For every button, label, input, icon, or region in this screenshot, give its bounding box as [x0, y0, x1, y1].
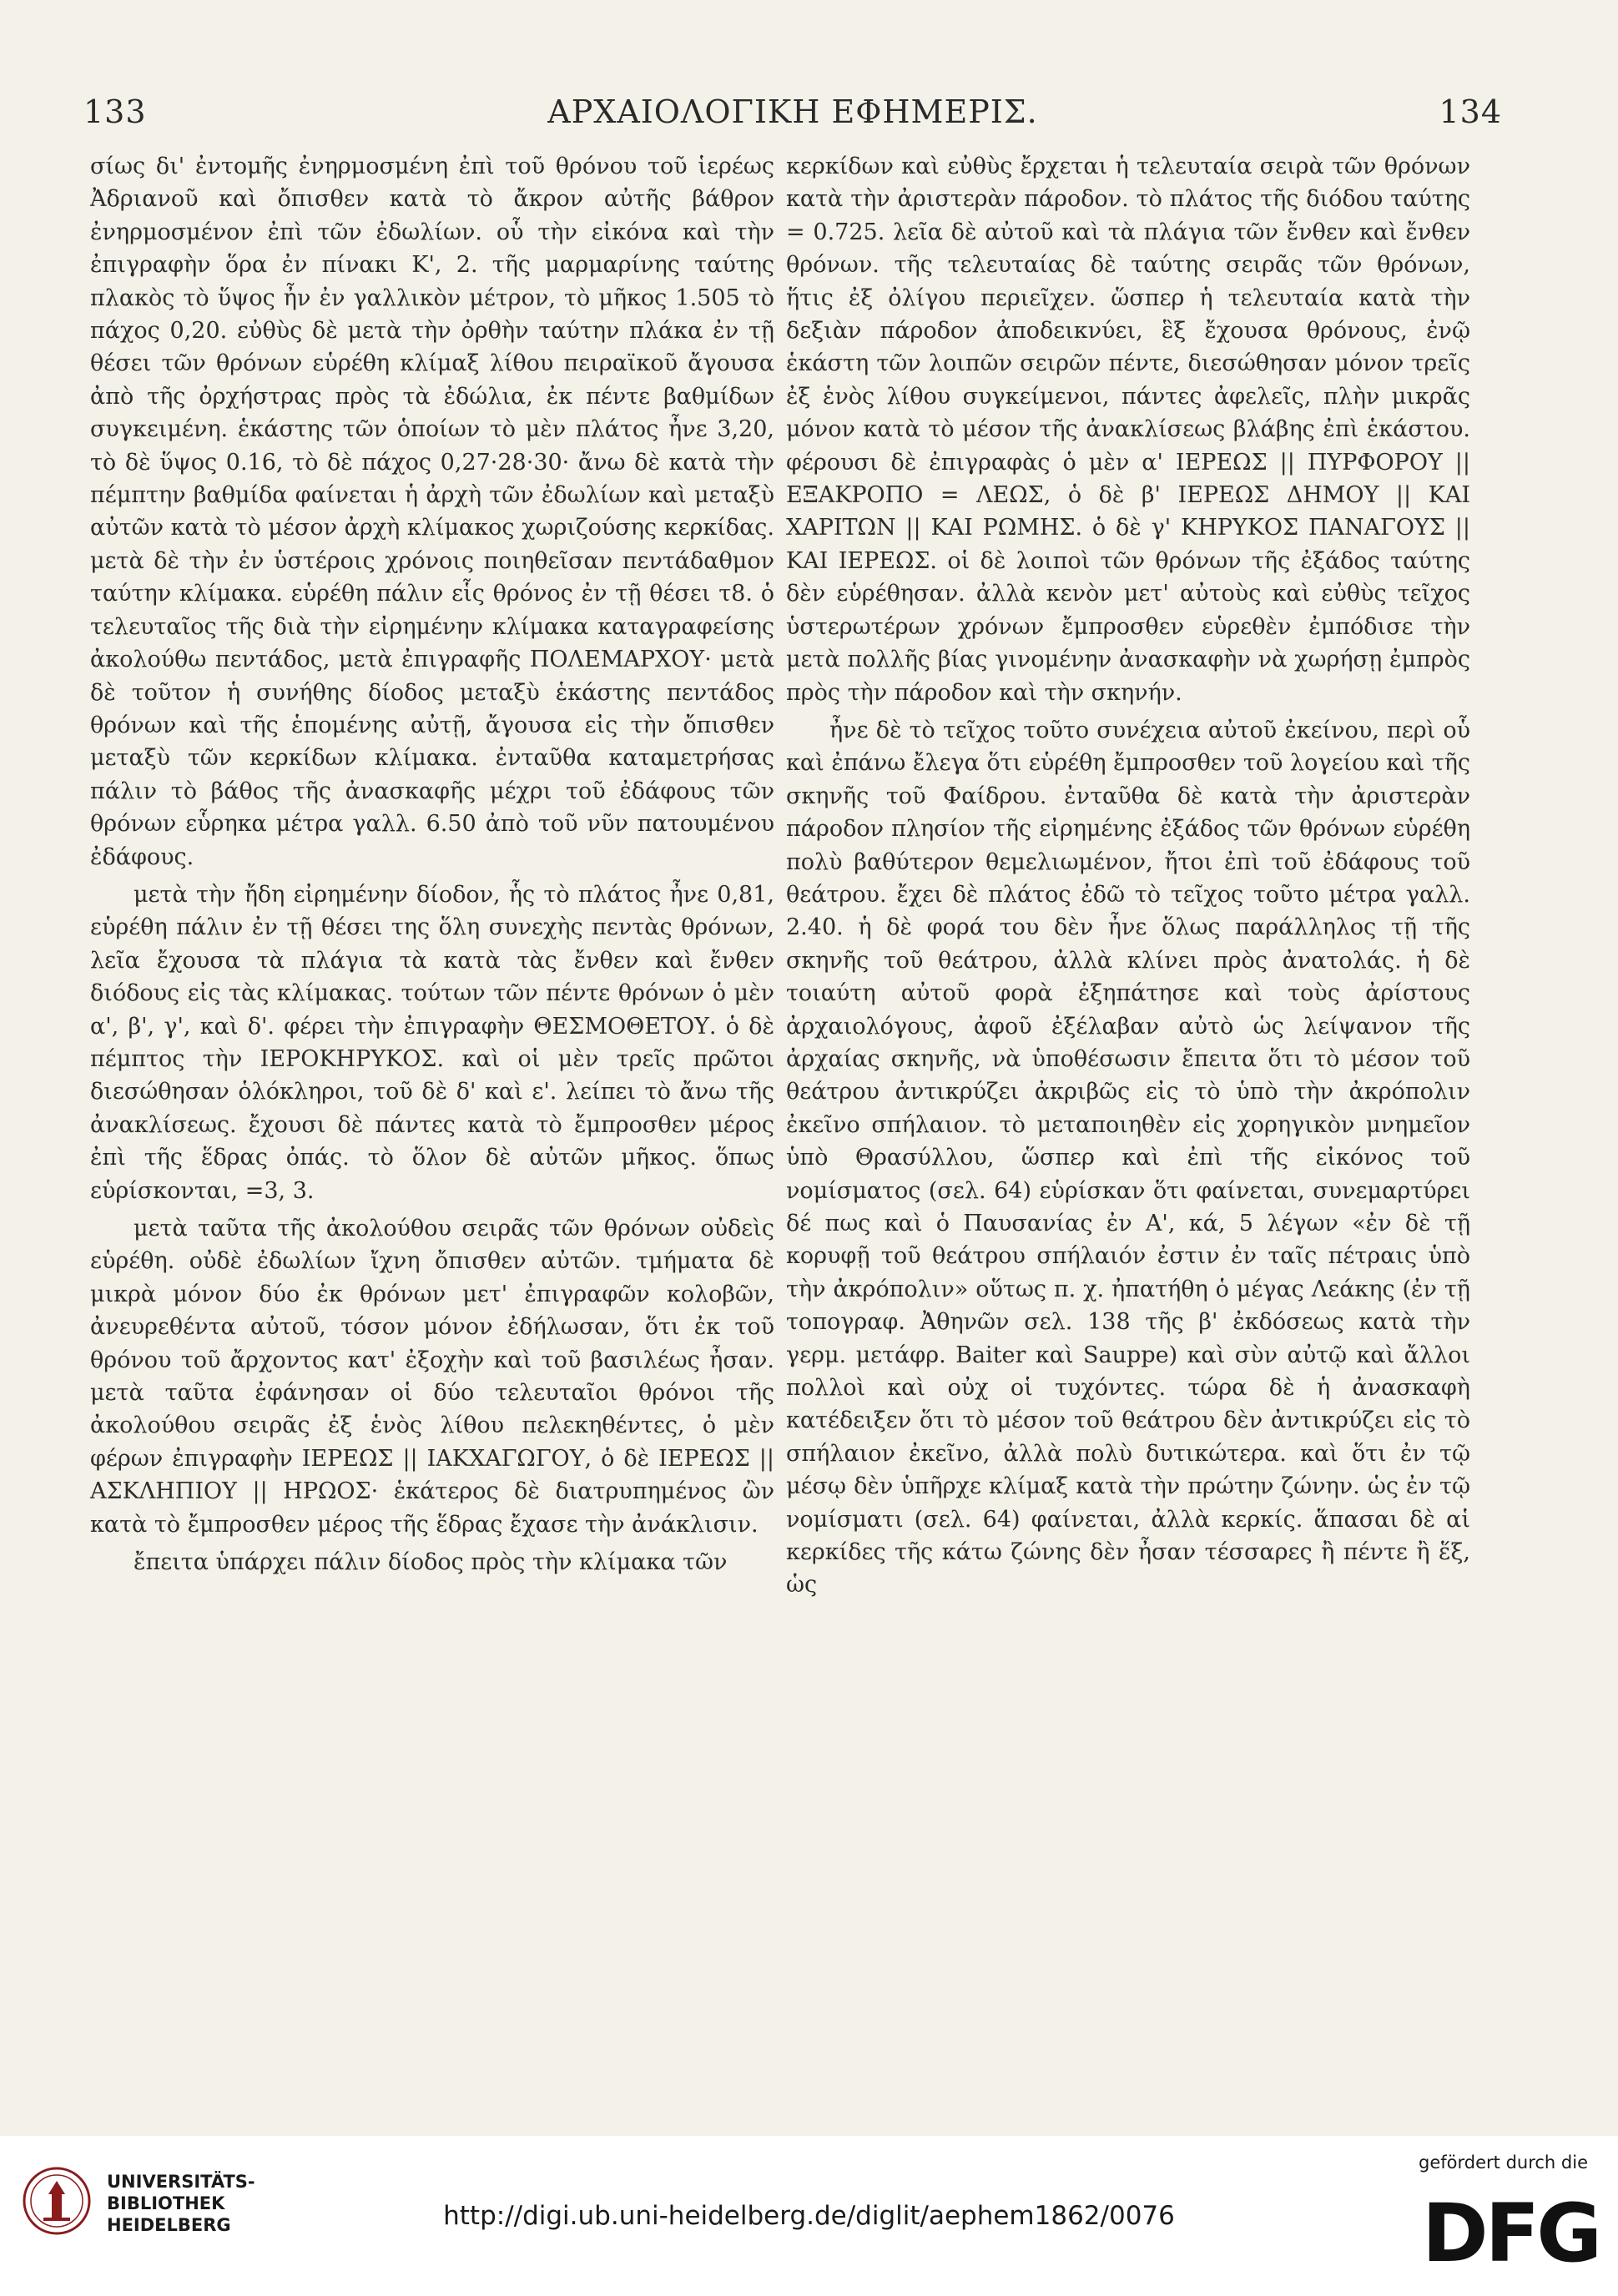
institution-line-2: BIBLIOTHEK: [107, 2193, 225, 2213]
dfg-logo-icon: [1421, 2184, 1600, 2280]
left-paragraph-3: μετὰ ταῦτα τῆς ἀκολούθου σειρᾶς τῶν θρόνων οὐδεὶς εὑρέθη. οὐδὲ ἐδωλίων ἴχνη ὄπισθεν αὐτῶν. τμήματα δὲ μικρὰ μόνον δύο ἐκ θρόνων μετ' ἐπιγραφῶν κολοβῶν, ἀνευρεθέντα αὐτοῦ, τόσον μόνον ἐδήλωσαν, ὅτι ἐκ τοῦ θρόνου τοῦ ἄρχοντος κατ' ἐξοχὴν καὶ τοῦ βασιλέως ἦσαν. μετὰ ταῦτα ἐφάνησαν οἱ δύο τελευταῖοι θρόνοι τῆς ἀκολούθου σειρᾶς ἐξ ἑνὸς λίθου πελεκηθέντες, ὁ μὲν φέρων ἐπιγραφὴν ΙΕΡΕΩΣ || ΙΑΚΧΑΓΩΓΟΥ, ὁ δὲ ΙΕΡΕΩΣ || ΑΣΚΛΗΠΙΟΥ || ΗΡΩΟΣ· ἑκάτερος δὲ διατρυπημένος ὢν κατὰ τὸ ἔμπροσθεν μέρος τῆς ἕδρας ἔχασε τὴν ἀνάκλισιν.: [90, 1216, 774, 1538]
journal-title: ΑΡΧΑΙΟΛΟΓΙΚΗ ΕΦΗΜΕΡΙΣ.: [547, 93, 1038, 130]
page-number-right: 134: [1439, 93, 1502, 130]
left-paragraph-4: ἔπειτα ὑπάρχει πάλιν δίοδος πρὸς τὴν κλίμακα τῶν: [134, 1549, 728, 1576]
left-paragraph-1: σίως δι' ἐντομῆς ἐνηρμοσμένη ἐπὶ τοῦ θρόνου τοῦ ἱερέως Ἀδριανοῦ καὶ ὄπισθεν κατὰ τὸ ἄκρον αὐτῆς βάθρον ἐνηρμοσμένον ἐπὶ τῶν ἐδωλίων. οὗ τὴν εἰκόνα καὶ τὴν ἐπιγραφὴν ὅρα ἐν πίνακι Κ', 2. τῆς μαρμαρίνης ταύτης πλακὸς τὸ ὕψος ἦν ἐν γαλλικὸν μέτρον, τὸ μῆκος 1.505 τὸ πάχος 0,20. εὐθὺς δὲ μετὰ τὴν ὀρθὴν ταύτην πλάκα ἐν τῇ θέσει τῶν θρόνων εὑρέθη κλίμαξ λίθου πειραϊκοῦ ἄγουσα ἀπὸ τῆς ὀρχήστρας πρὸς τὰ ἐδώλια, ἐκ πέντε βαθμίδων συγκειμένη. ἑκάστης τῶν ὁποίων τὸ μὲν πλάτος ἦνε 3,20, τὸ δὲ ὕψος 0.16, τὸ δὲ πάχος 0,27·28·30· ἄνω δὲ κατὰ τὴν πέμπτην βαθμίδα φαίνεται ἡ ἀρχὴ τῶν ἐδωλίων καὶ μεταξὺ αὐτῶν κατὰ τὸ μέσον ἀρχὴ κλίμακος χωριζούσης κερκίδας. μετὰ δὲ τὴν ἐν ὑστέροις χρόνοις ποιηθεῖσαν πεντάδαθμον ταύτην κλίμακα. εὑρέθη πάλιν εἷς θρόνος ἐν τῇ θέσει τ8. ὁ τελευταῖος τῆς διὰ τὴν εἰρημένην κλίμακα καταγραφείσης ἀκολούθω πεντάδος, μετὰ ἐπιγραφῆς ΠΟΛΕΜΑΡΧΟΥ· μετὰ δὲ τοῦτον ἡ συνήθης δίοδος μεταξὺ ἑκάστης πεντάδος θρόνων καὶ τῆς ἑπομένης αὐτῇ, ἄγουσα εἰς τὴν ὄπισθεν μεταξὺ τῶν κερκίδων κλίμακα. ἐνταῦθα καταμετρήσας πάλιν τὸ βάθος τῆς ἀνασκαφῆς μέχρι τοῦ ἐδάφους τῶν θρόνων εὗρηκα μέτρα γαλλ. 6.50 ἀπὸ τοῦ νῦν πατουμένου ἐδάφους.: [90, 154, 774, 870]
institution-line-3: HEIDELBERG: [107, 2215, 231, 2235]
left-column: [90, 150, 774, 1578]
page-number-left: 133: [83, 93, 147, 130]
right-column: [786, 150, 1470, 1602]
viewer-footer: [0, 2136, 1618, 2296]
right-paragraph-2: ἦνε δὲ τὸ τεῖχος τοῦτο συνέχεια αὐτοῦ ἐκείνου, περὶ οὗ καὶ ἐπάνω ἔλεγα ὅτι εὑρέθη ἔμπροσθεν τοῦ λογείου καὶ τῆς σκηνῆς τοῦ Φαίδρου. ἐνταῦθα δὲ κατὰ τὴν ἀριστερὰν πάροδον πλησίον τῆς εἰρημένης ἐξάδος τῶν θρόνων εὑρέθη πολὺ βαθύτερον θεμελιωμένον, ἤτοι ἐπὶ τοῦ ἐδάφους τοῦ θεάτρου. ἔχει δὲ πλάτος ἐδῶ τὸ τεῖχος τοῦτο μέτρα γαλλ. 2.40. ἡ δὲ φορά του δὲν ἦνε ὅλως παράλληλος τῇ τῆς σκηνῆς τοῦ θεάτρου, ἀλλὰ κλίνει πρὸς ἀνατολάς. ἡ δὲ τοιαύτη αὐτοῦ φορὰ ἐξηπάτησε καὶ τοὺς ἀρίστους ἀρχαιολόγους, ἀφοῦ ἐξέλαβαν αὐτὸ ὡς λείψανον τῆς ἀρχαίας σκηνῆς, νὰ ὑποθέσωσιν ἔπειτα ὅτι τὸ μέσον τοῦ θεάτρου ἀντικρύζει ἀκριβῶς εἰς τὸ ὑπὸ τὴν ἀκρόπολιν ἐκεῖνο σπήλαιον. τὸ μεταποιηθὲν εἰς χορηγικὸν μνημεῖον ὑπὸ Θρασύλλου, ὥσπερ καὶ ἐπὶ τῆς εἰκόνος τοῦ νομίσματος (σελ. 64) εὑρίσκαν ὅτι φαίνεται, συνεμαρτύρει δέ πως καὶ ὁ Παυσανίας ἐν Α', κά, 5 λέγων «ἐν δὲ τῇ κορυφῇ τοῦ θεάτρου σπήλαιόν ἐστιν ἐν ταῖς πέτραις ὑπὸ τὴν ἀκρόπολιν» οὕτως π. χ. ἠπατήθη ὁ μέγας Λεάκης (ἐν τῇ τοπογραφ. Ἀθηνῶν σελ. 138 τῆς β' ἐκδόσεως κατὰ τὴν γερμ. μετάφρ. Baiter καὶ Sauppe) καὶ σὺν αὐτῷ καὶ ἄλλοι πολλοὶ καὶ οὐχ οἱ τυχόντες. τώρα δὲ ἡ ἀνασκαφὴ κατέδειξεν ὅτι τὸ μέσον τοῦ θεάτρου δὲν ἀντικρύζει εἰς τὸ σπήλαιον ἐκεῖνο, ἀλλὰ πολὺ δυτικώτερα. καὶ ὅτι ἐν τῷ μέσῳ δὲν ὑπῆρχε κλίμαξ κατὰ τὴν πρώτην ζώνην. ὡς ἐν τῷ νομίσματι (σελ. 64) φαίνεται, ἀλλὰ κερκίς. ἅπασαι δὲ αἱ κερκίδες τῆς κάτω ζώνης δὲν ἦσαν τέσσαρες ἢ πέντε ἢ ἕξ, ὡς: [786, 717, 1470, 1599]
permalink-url[interactable]: http://digi.ub.uni-heidelberg.de/diglit/aephem1862/0076: [443, 2201, 1175, 2231]
right-paragraph-1: κερκίδων καὶ εὐθὺς ἔρχεται ἡ τελευταία σειρὰ τῶν θρόνων κατὰ τὴν ἀριστερὰν πάροδον. τὸ πλάτος τῆς διόδου ταύτης = 0.725. λεῖα δὲ αὐτοῦ καὶ τὰ πλάγια τῶν ἔνθεν καὶ ἔνθεν θρόνων. τῆς τελευταίας δὲ ταύτης σειρᾶς τῶν θρόνων, ἥτις ἐξ ὀλίγου περιεῖχεν. ὥσπερ ἡ τελευταία κατὰ τὴν δεξιὰν πάροδον ἀποδεικνύει, ἓξ ἔχουσα θρόνους, ἐνῷ ἑκάστη τῶν λοιπῶν σειρῶν πέντε, διεσώθησαν μόνον τρεῖς ἐξ ἑνὸς λίθου συγκείμενοι, πάντες ἀφελεῖς, πλὴν μικρᾶς μόνον κατὰ τὸ μέσον τῆς ἀνακλίσεως βλάβης ἐπὶ ἑκάστου. φέρουσι δὲ ἐπιγραφὰς ὁ μὲν α' ΙΕΡΕΩΣ || ΠΥΡΦΟΡΟΥ || ΕΞΑΚΡΟΠΟ = ΛΕΩΣ, ὁ δὲ β' ΙΕΡΕΩΣ ΔΗΜΟΥ || ΚΑΙ ΧΑΡΙΤΩΝ || ΚΑΙ ΡΩΜΗΣ. ὁ δὲ γ' ΚΗΡΥΚΟΣ ΠΑΝΑΓΟΥΣ || ΚΑΙ ΙΕΡΕΩΣ. οἱ δὲ λοιποὶ τῶν θρόνων τῆς ἐξάδος ταύτης δὲν εὑρέθησαν. ἀλλὰ κενὸν μετ' αὐτοὺς καὶ εὐθὺς τεῖχος ὑστερωτέρων χρόνων ἔμπροσθεν εὑρεθὲν ἐμπόδισε τὴν μετὰ πολλῆς βίας γινομένην ἀνασκαφὴν νὰ χωρήσῃ ἐμπρὸς πρὸς τὴν πάροδον καὶ τὴν σκηνήν.: [786, 154, 1470, 706]
left-paragraph-2: μετὰ τὴν ἤδη εἰρημένην δίοδον, ἧς τὸ πλάτος ἦνε 0,81, εὑρέθη πάλιν ἐν τῇ θέσει της ὅλη συνεχὴς πεντὰς θρόνων, λεῖα ἔχουσα τὰ πλάγια τὰ κατὰ τὰς ἔνθεν καὶ ἔνθεν διόδους εἰς τὰς κλίμακας. τούτων τῶν πέντε θρόνων ὁ μὲν α', β', γ', καὶ δ'. φέρει τὴν ἐπιγραφὴν ΘΕΣΜΟΘΕΤΟΥ. ὁ δὲ πέμπτος τὴν ΙΕΡΟΚΗΡΥΚΟΣ. καὶ οἱ μὲν τρεῖς πρῶτοι διεσώθησαν ὁλόκληροι, τοῦ δὲ δ' καὶ ε'. λείπει τὸ ἄνω τῆς ἀνακλίσεως. ἔχουσι δὲ πάντες κατὰ τὸ ἔμπροσθεν μέρος ἐπὶ τῆς ἕδρας ὀπάς. τὸ ὅλον δὲ αὐτῶν μῆκος. ὅπως εὑρίσκονται, =3, 3.: [90, 881, 774, 1204]
running-head: [83, 93, 1502, 140]
funded-by-label: gefördert durch die: [1419, 2152, 1588, 2173]
institution-line-1: UNIVERSITÄTS-: [107, 2172, 255, 2192]
dfg-logo-text: DFG: [1421, 2187, 1600, 2280]
